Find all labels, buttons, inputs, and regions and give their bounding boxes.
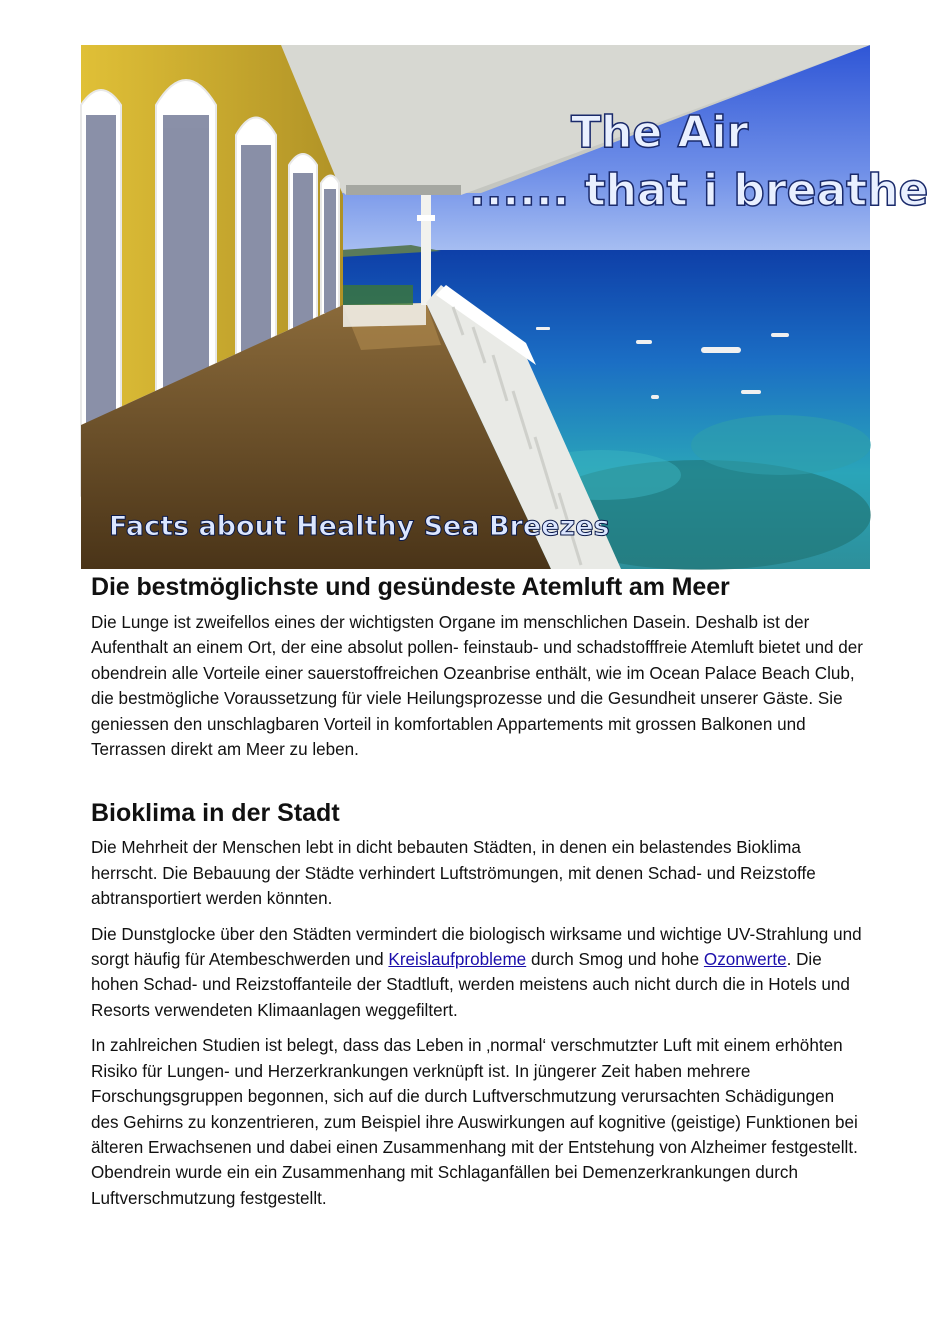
paragraph-dunstglocke (91, 922, 863, 1024)
paragraph-text: durch Smog und hohe (526, 950, 704, 970)
paragraph-text: . Die hohen Schad- und Reizstoffanteile der Stadtluft, werden meistens auch nicht durch die in Hotels und Resorts verwendeten Klimaanlagen weggefiltert. (91, 950, 850, 1020)
link-kreislaufprobleme[interactable]: Kreislaufprobleme (388, 950, 527, 970)
hero-title-line2: ...... that i breathe (469, 165, 929, 216)
link-ozonwerte[interactable]: Ozonwerte (703, 950, 787, 970)
paragraph-studien: In zahlreichen Studien ist belegt, dass das Leben in ‚normal‘ verschmutzter Luft mit einem erhöhten Risiko für Lungen- und Herzerkrankungen verknüpft ist. In jüngerer Zeit haben mehrere Forschungsgruppen begonnen, sich auf die durch Luftverschmutzung verursachten Schädigungen des Gehirns zu konzentrieren, zum Beispiel ihre Auswirkungen auf kognitive (geistige) Funktionen bei älteren Erwachsenen und dabei einen Zusammenhang mit der Entstehung von Alzheimer festgestellt. Obendrein wurde ein ein Zusammenhang mit Schlaganfällen bei Demenzerkrankungen durch Luftverschmutzung festgestellt. (91, 1036, 858, 1208)
paragraph-mehrheit: Die Mehrheit der Menschen lebt in dicht bebauten Städten, in denen ein belastendes Bioklima herrscht. Die Bebauung der Städte verhindert Luftströmungen, mit denen Schad- und Reizstoffe abtransportiert werden könnten. (91, 838, 816, 909)
hero-title-line1: The Air (571, 107, 749, 158)
section-heading-bioklima: Bioklima in der Stadt (91, 799, 340, 828)
balcony-sea-photo (81, 45, 929, 569)
article-body (91, 568, 863, 1221)
section-heading-atemluft: Die bestmöglichste und gesündeste Atemluft am Meer (91, 573, 730, 601)
hero-caption: Facts about Healthy Sea Breezes (109, 511, 610, 542)
paragraph-lunge: Die Lunge ist zweifellos eines der wichtigsten Organe im menschlichen Dasein. Deshalb ist der Aufenthalt an einem Ort, der eine absolut pollen- feinstaub- und schadstofffreie Atemluft bietet und der obendrein alle Vorteile einer sauerstoffreichen Ozeanbrise enthält, wie im Ocean Palace Beach Club, die bestmögliche Voraussetzung für viele Heilungsprozesse und die Gesundheit unserer Gäste. Sie geniessen den unschlagbaren Vorteil in komfortablen Appartements mit grossen Balkonen und Terrassen direkt am Meer zu leben. (91, 613, 863, 760)
hero-image (81, 45, 929, 569)
paragraph-text: Die Dunstglocke über den Städten vermindert die biologisch wirksame und wichtige UV-Strahlung und sorgt häufig für Atembeschwerden und (91, 924, 862, 970)
